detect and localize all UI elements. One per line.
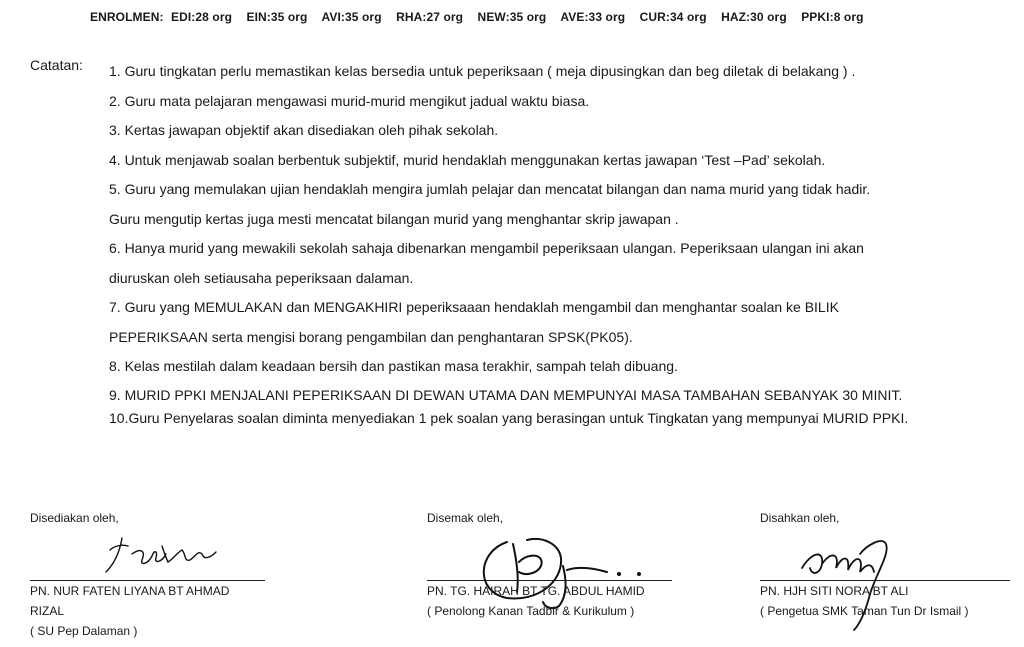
note-line: 7. Guru yang MEMULAKAN dan MENGAKHIRI peperiksaaan hendaklah mengambil dan menghantar soalan ke BILIK <box>109 299 839 315</box>
handwritten-signature <box>92 528 222 580</box>
signatory-role: ( Penolong Kanan Tadbir & Kurikulum ) <box>427 604 635 618</box>
note-line: Guru mengutip kertas juga mesti mencatat bilangan murid yang menghantar skrip jawapan . <box>109 210 679 227</box>
signature-mark-area <box>427 528 672 580</box>
note-line: diuruskan oleh setiausaha peperiksaan dalaman. <box>109 269 414 286</box>
note-line: 9. MURID PPKI MENJALANI PEPERIKSAAN DI DEWAN UTAMA DAN MEMPUNYAI MASA TAMBAHAN SEBANYAK 30 MINIT. <box>109 386 903 403</box>
signatory-name: PN. NUR FATEN LIYANA BT AHMAD RIZAL <box>30 584 230 618</box>
enrolment-item-cur: CUR:34 org <box>639 10 707 24</box>
signature-heading: Disahkan oleh, <box>760 511 840 525</box>
signatory-role: ( Pengetua SMK Taman Tun Dr Ismail ) <box>760 604 969 618</box>
note-line: 8. Kelas mestilah dalam keadaan bersih dan pastikan masa terakhir, sampah telah dibuang. <box>109 358 678 374</box>
enrolment-item-haz: HAZ:30 org <box>721 10 787 24</box>
signature-mark-area <box>30 528 265 580</box>
note-line: 2. Guru mata pelajaran mengawasi murid-murid mengikut jadual waktu biasa. <box>109 92 590 109</box>
signature-heading: Disediakan oleh, <box>30 511 119 525</box>
enrolment-item-rha: RHA:27 org <box>396 10 464 24</box>
note-line: PEPERIKSAAN serta mengisi borang pengambilan dan penghantaran SPSK(PK05). <box>109 328 633 345</box>
signature-mark-area <box>760 528 1010 580</box>
signature-block-reviewed <box>427 508 672 621</box>
enrolment-header <box>90 10 875 24</box>
signature-block-approved <box>760 508 1010 621</box>
signature-block-prepared <box>30 508 265 641</box>
note-line: 3. Kertas jawapan objektif akan disediakan oleh pihak sekolah. <box>109 122 499 138</box>
signature-heading: Disemak oleh, <box>427 511 504 525</box>
enrolment-item-ave: AVE:33 org <box>560 10 626 24</box>
signatory-name: PN. HJH SITI NORA BT ALI <box>760 584 909 598</box>
enrolment-item-ein: EIN:35 org <box>246 10 308 24</box>
note-line: 1. Guru tingkatan perlu memastikan kelas bersedia untuk peperiksaan ( meja dipusingkan dan beg diletak di belakang ) . <box>109 63 856 79</box>
handwritten-signature <box>790 524 950 634</box>
note-line: 6. Hanya murid yang mewakili sekolah sahaja dibenarkan mengambil peperiksaan ulangan. Peperiksaan ulangan ini akan <box>109 240 864 256</box>
notes-label: Catatan: <box>30 57 83 73</box>
notes-list <box>109 57 1009 428</box>
note-line: 5. Guru yang memulakan ujian hendaklah mengira jumlah pelajar dan mencatat bilangan dan nama murid yang tidak hadir. <box>109 181 871 197</box>
note-line: 4. Untuk menjawab soalan berbentuk subjektif, murid hendaklah menggunakan kertas jawapan ‘Test –Pad’ sekolah. <box>109 151 826 168</box>
enrolment-label: ENROLMEN: <box>90 10 164 24</box>
enrolment-item-new: NEW:35 org <box>477 10 547 24</box>
enrolment-item-ppki: PPKI:8 org <box>801 10 864 24</box>
handwritten-signature <box>467 522 667 612</box>
note-line: 10.Guru Penyelaras soalan diminta menyediakan 1 pek soalan yang berasingan untuk Tingkatan yang mempunyai MURID PPKI. <box>109 409 909 426</box>
enrolment-item-edi: EDI:28 org <box>171 10 233 24</box>
signatory-role: ( SU Pep Dalaman ) <box>30 624 138 638</box>
signatory-name: PN. TG. HAIRAH BT TG. ABDUL HAMID <box>427 584 645 598</box>
enrolment-item-avi: AVI:35 org <box>321 10 382 24</box>
